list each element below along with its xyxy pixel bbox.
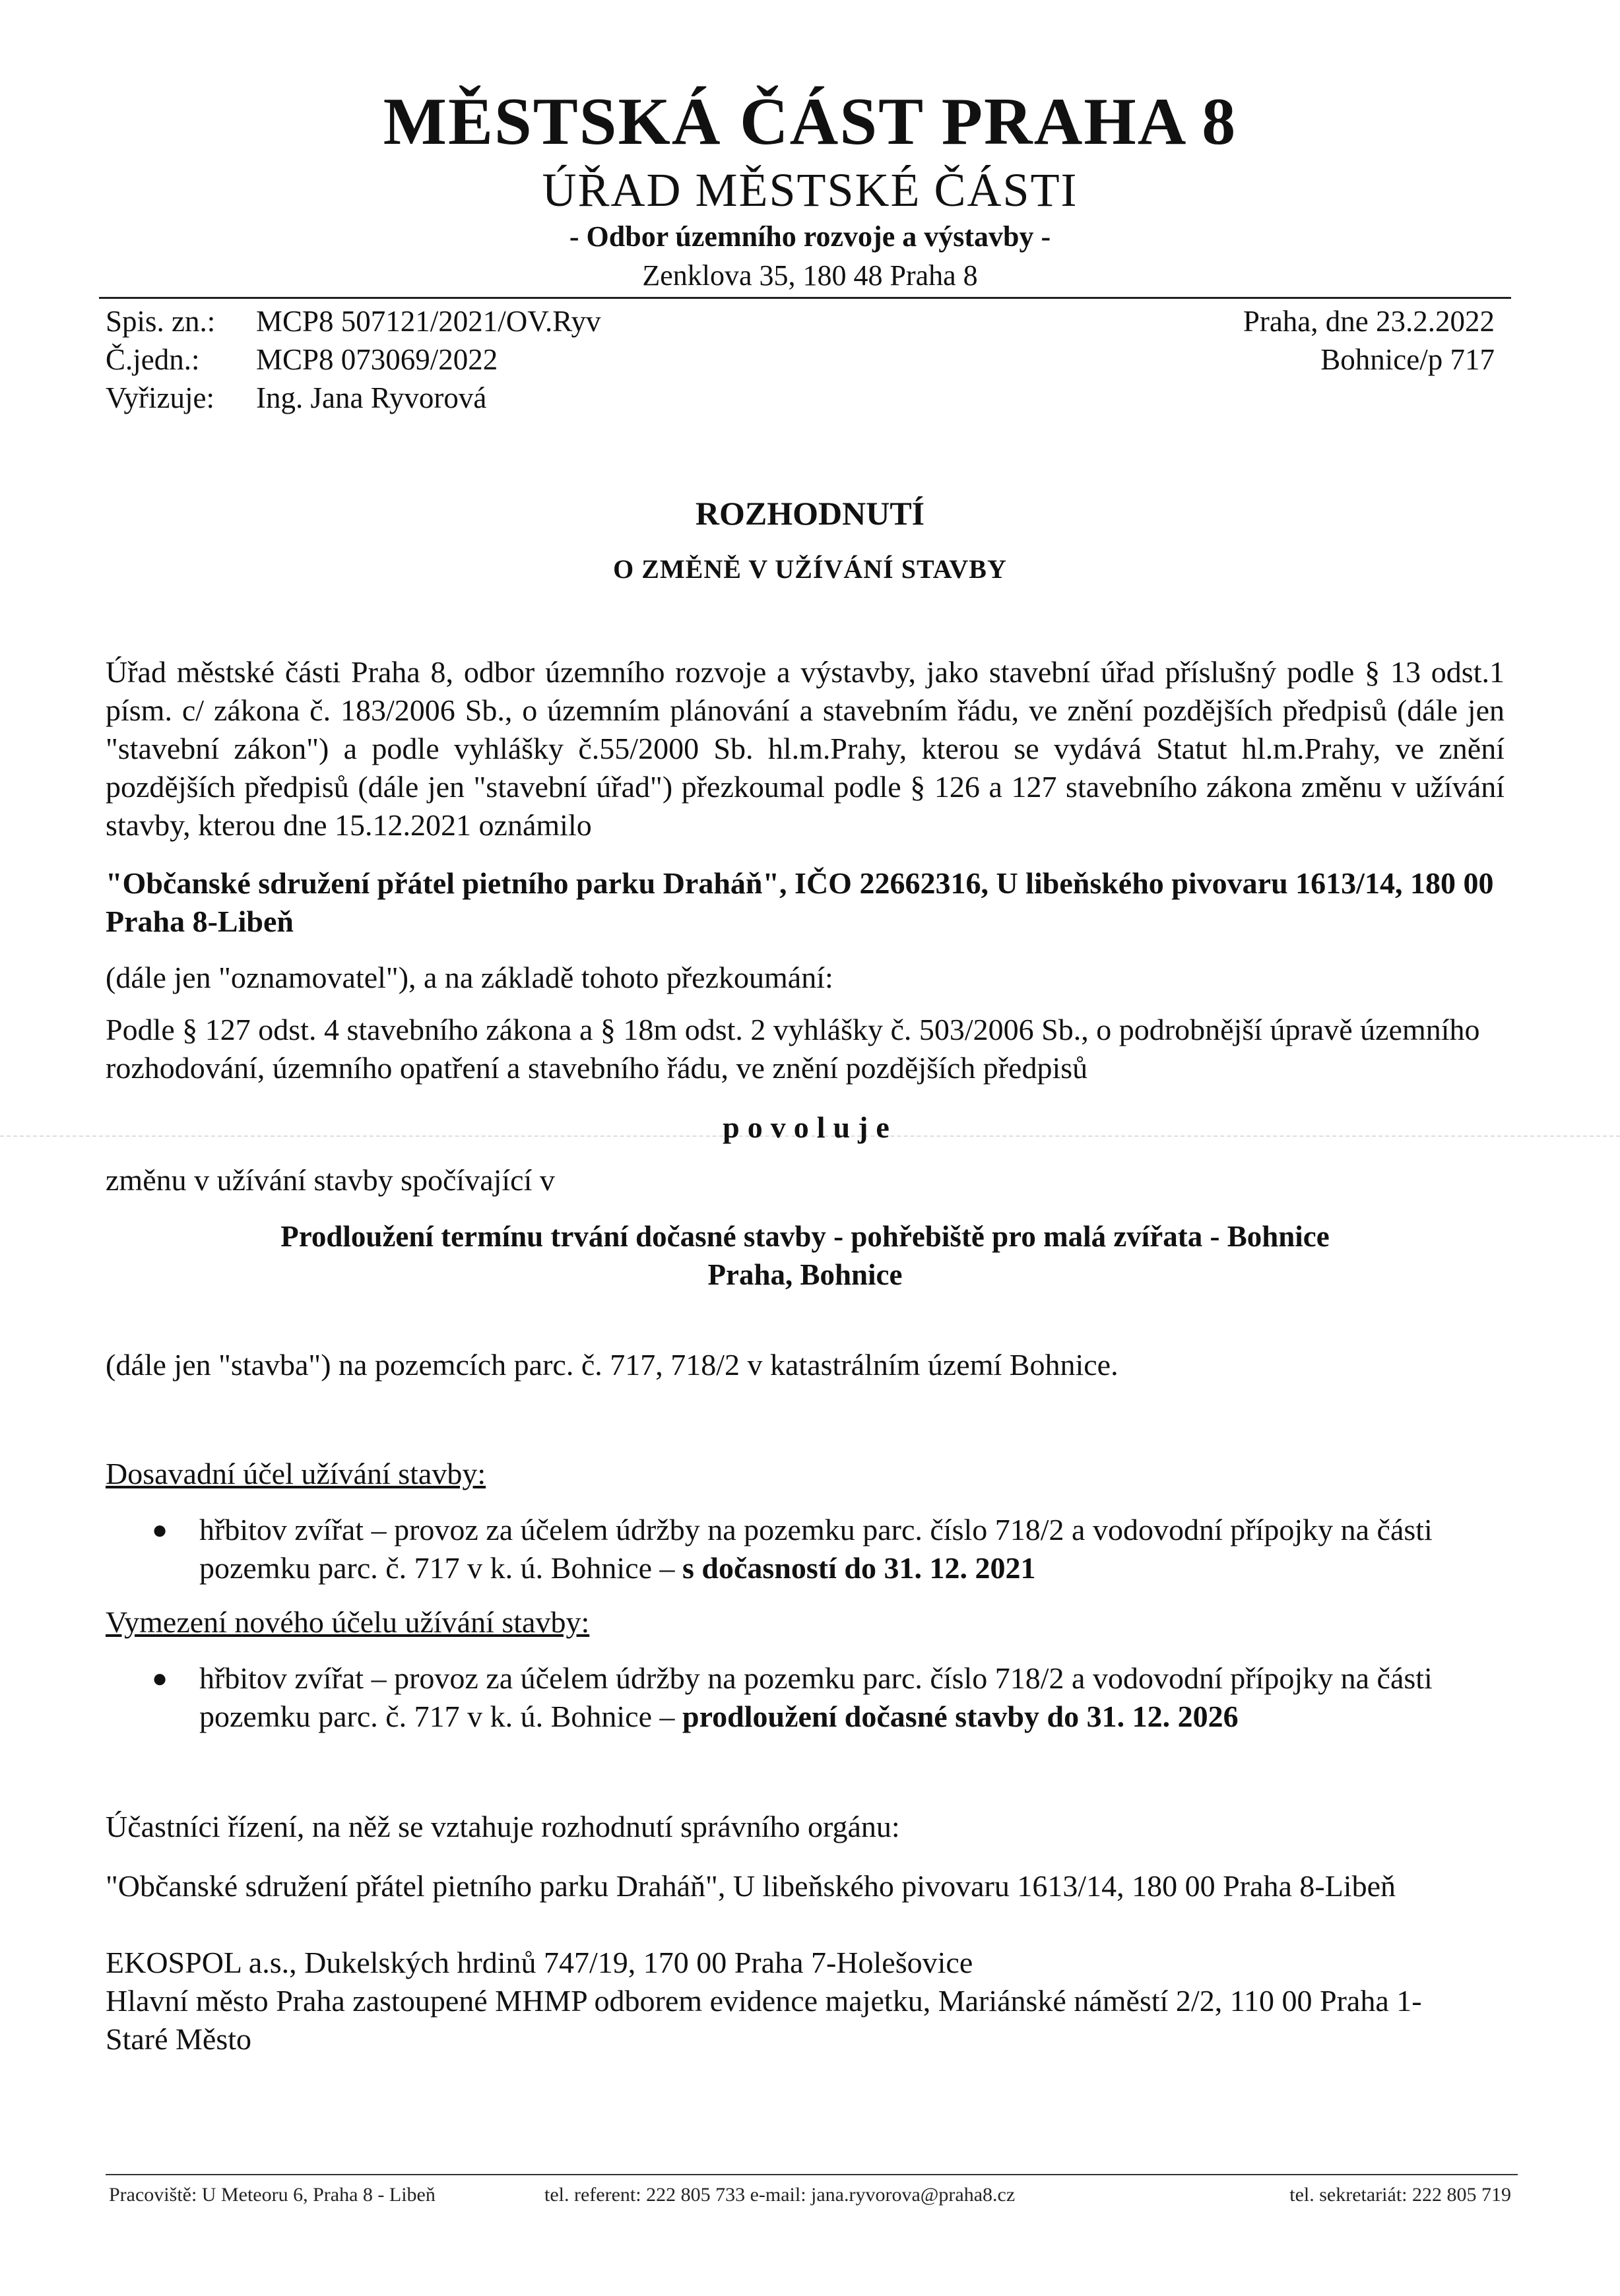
new-use-body: hřbitov zvířat – provoz za účelem údržby na pozemku parc. číslo 718/2 a vodovodní přípojky na části pozemku parc. č. 717 v k. ú. Bohnice – bbox=[199, 1661, 1433, 1733]
reference-number-value: MCP8 073069/2022 bbox=[256, 343, 498, 376]
previous-use-heading: Dosavadní účel užívání stavby: bbox=[106, 1457, 486, 1490]
bullet-icon: ● bbox=[152, 1663, 168, 1693]
project-name-line1: Prodloužení termínu trvání dočasné stavby - pohřebiště pro malá zvířata - Bohnice bbox=[280, 1220, 1330, 1253]
file-number-row bbox=[106, 302, 600, 340]
participants-heading: Účastníci řízení, na něž se vztahuje rozhodnutí správního orgánu: bbox=[106, 1810, 900, 1843]
change-intro: změnu v užívání stavby spočívající v bbox=[106, 1163, 555, 1197]
previous-use-item bbox=[152, 1511, 1511, 1587]
decision-verb: povoluje bbox=[723, 1110, 897, 1144]
new-use-deadline: prodloužení dočasné stavby do 31. 12. 2026 bbox=[682, 1700, 1239, 1733]
plots-paragraph: (dále jen "stavba") na pozemcích parc. č. 717, 718/2 v katastrálním území Bohnice. bbox=[106, 1348, 1118, 1382]
participant-2: EKOSPOL a.s., Dukelských hrdinů 747/19, 170 00 Praha 7-Holešovice bbox=[106, 1946, 973, 1979]
case-code: Bohnice/p 717 bbox=[1320, 343, 1495, 376]
reference-number-label: Č.jedn.: bbox=[106, 343, 200, 376]
reference-number-row bbox=[106, 340, 600, 379]
new-use-text bbox=[199, 1659, 1511, 1736]
legal-basis-paragraph: Podle § 127 odst. 4 stavebního zákona a § 18m odst. 2 vyhlášky č. 503/2006 Sb., o podrobnější úpravě územního rozhodování, územního opatření a stavebního řádu, ve znění pozdějších předpisů bbox=[106, 1013, 1480, 1085]
authority-heading: MĚSTSKÁ ČÁST PRAHA 8 bbox=[383, 84, 1237, 159]
new-use-item bbox=[152, 1659, 1511, 1736]
footer-secretariat: tel. sekretariát: 222 805 719 bbox=[1289, 2184, 1511, 2206]
previous-use-text bbox=[199, 1511, 1511, 1587]
bullet-icon: ● bbox=[152, 1515, 168, 1545]
handled-by-value: Ing. Jana Ryvorová bbox=[256, 381, 487, 414]
project-name-line2: Praha, Bohnice bbox=[707, 1258, 903, 1291]
decision-subtitle: O ZMĚNĚ V UŽÍVÁNÍ STAVBY bbox=[613, 554, 1007, 584]
header-divider bbox=[99, 297, 1511, 299]
handled-by-row bbox=[106, 379, 600, 417]
office-heading: ÚŘAD MĚSTSKÉ ČÁSTI bbox=[542, 164, 1078, 216]
intro-paragraph: Úřad městské části Praha 8, odbor územního rozvoje a výstavby, jako stavební úřad příslušný podle § 13 odst.1 písm. c/ zákona č. 183/2006 Sb., o územním plánování a stavebním řádu, ve znění pozdějších předpisů (dále jen "stavební zákon") a podle vyhlášky č.55/2000 Sb. hl.m.Prahy, kterou se vydává Statut hl.m.Prahy, ve znění pozdějších předpisů (dále jen "stavební úřad") přezkoumal podle § 126 a 127 stavebního zákona změnu v užívání stavby, kterou dne 15.12.2021 oznámilo bbox=[106, 655, 1505, 842]
file-number-value: MCP8 507121/2021/OV.Ryv bbox=[256, 305, 601, 338]
participant-3: Hlavní město Praha zastoupené MHMP odborem evidence majetku, Mariánské náměstí 2/2, 110 00 Praha 1-Staré Město bbox=[106, 1984, 1422, 2056]
decision-title: ROZHODNUTÍ bbox=[695, 495, 925, 532]
footer-workplace: Pracoviště: U Meteoru 6, Praha 8 - Libeň bbox=[109, 2184, 436, 2206]
office-address: Zenklova 35, 180 48 Praha 8 bbox=[642, 259, 978, 292]
participant-1: "Občanské sdružení přátel pietního parku Draháň", U libeňského pivovaru 1613/14, 180 00 Praha 8-Libeň bbox=[106, 1869, 1396, 1903]
date-block bbox=[1243, 302, 1495, 379]
footer-contact: tel. referent: 222 805 733 e-mail: jana.ryvorova@praha8.cz bbox=[544, 2184, 1016, 2206]
previous-use-deadline: s dočasností do 31. 12. 2021 bbox=[682, 1551, 1036, 1585]
file-number-label: Spis. zn.: bbox=[106, 305, 216, 338]
department-heading: - Odbor územního rozvoje a výstavby - bbox=[569, 220, 1051, 253]
footer-divider bbox=[106, 2174, 1518, 2175]
reference-block bbox=[106, 302, 600, 417]
previous-use-body: hřbitov zvířat – provoz za účelem údržby na pozemku parc. číslo 718/2 a vodovodní přípojky na části pozemku parc. č. 717 v k. ú. Bohnice – bbox=[199, 1513, 1433, 1585]
notifier-paragraph: "Občanské sdružení přátel pietního parku Draháň", IČO 22662316, U libeňského pivovaru 1613/14, 180 00 Praha 8-Libeň bbox=[106, 866, 1494, 938]
new-use-heading: Vymezení nového účelu užívání stavby: bbox=[106, 1605, 590, 1639]
notifier-note: (dále jen "oznamovatel"), a na základě tohoto přezkoumání: bbox=[106, 961, 833, 994]
handled-by-label: Vyřizuje: bbox=[106, 381, 214, 414]
place-date: Praha, dne 23.2.2022 bbox=[1243, 305, 1495, 338]
